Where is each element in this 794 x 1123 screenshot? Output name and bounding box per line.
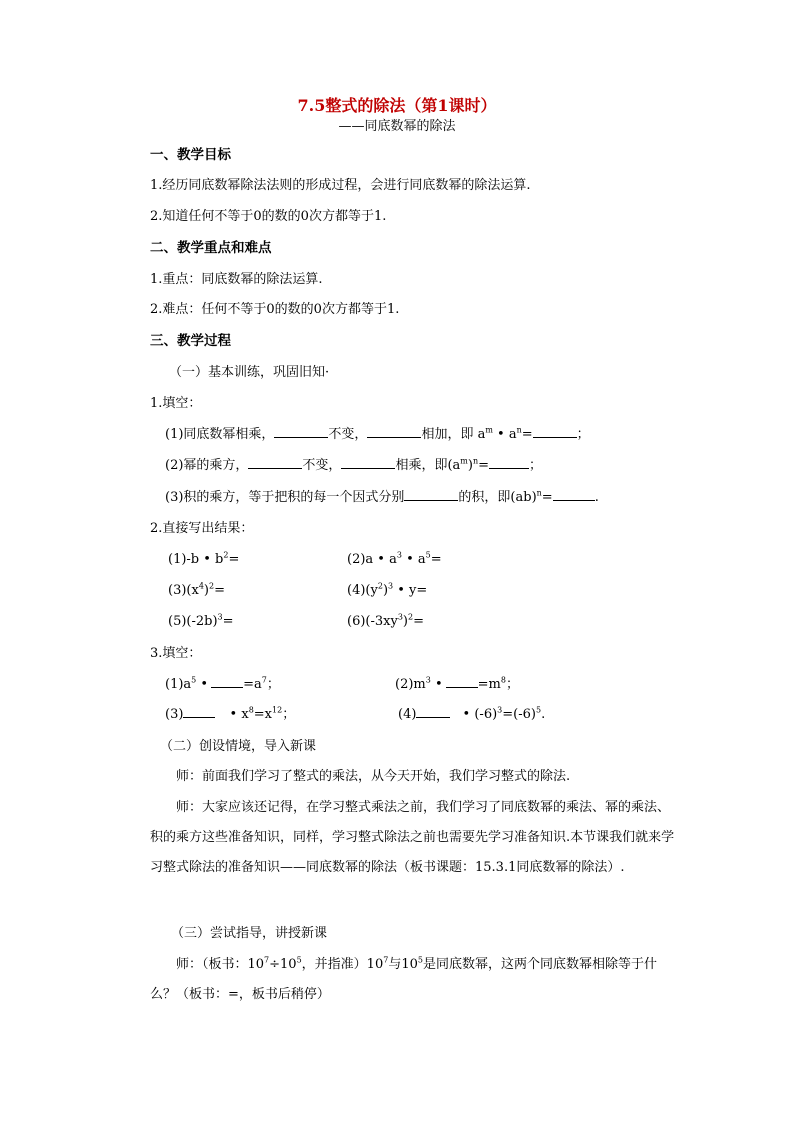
blank bbox=[446, 687, 478, 688]
question-1-label: 1.填空： bbox=[150, 396, 202, 411]
blank bbox=[489, 468, 529, 469]
section-heading-objectives: 一、教学目标 bbox=[150, 147, 231, 163]
blank bbox=[183, 717, 215, 718]
key-point-item-1: 1.重点：同底数幂的除法运算. bbox=[150, 272, 323, 287]
q2-item-4: $(4)(y^2)^3$ • y= bbox=[347, 581, 428, 598]
fill-line-3: (3)积的乘方，等于把积的每一个因式分别 的积，即(ab)$^n$= . bbox=[165, 488, 599, 505]
blank bbox=[367, 437, 421, 438]
blank bbox=[533, 437, 577, 438]
question-3-label: 3.填空： bbox=[150, 646, 202, 661]
blank bbox=[211, 687, 243, 688]
q3-item-2: $(2)m^3$ • $=m^8$； bbox=[395, 675, 519, 692]
q2-item-3: $(3)(x^4)^2=$ bbox=[168, 581, 225, 598]
objective-item-1: 1.经历同底数幂除法法则的形成过程，会进行同底数幂的除法运算. bbox=[150, 178, 531, 193]
q3-item-4: (4) • $(-6)^3=(-6)^5$. bbox=[398, 705, 546, 722]
document-title: 7.5整式的除法（第1课时） bbox=[297, 96, 497, 115]
fill-line-2: (2)幂的乘方， 不变， 相乘，即$(a^m)^n=$ ； bbox=[165, 456, 543, 473]
blank bbox=[404, 500, 458, 501]
section-heading-key-points: 二、教学重点和难点 bbox=[150, 240, 272, 256]
q3-item-1: $(1)a^5$ • $=a^7$； bbox=[165, 675, 280, 692]
blank bbox=[248, 468, 302, 469]
part-heading-2: （二）创设情境，导入新课 bbox=[160, 739, 317, 754]
blank bbox=[553, 500, 595, 501]
question-2-label: 2.直接写出结果： bbox=[150, 521, 254, 536]
fill-line-1: (1)同底数幂相乘， 不变， 相加，即 $a^m$ • $a^n=$ ； bbox=[165, 425, 590, 442]
section-heading-process: 三、教学过程 bbox=[150, 333, 231, 349]
q2-item-5: $(5)(-2b)^3=$ bbox=[168, 612, 234, 629]
part-heading-1: （一）基本训练，巩固旧知· bbox=[169, 365, 330, 380]
paragraph-3: 师：（板书：$10^7\div 10^5$，并指准）$10^7$与$10^5$是同底数幂，这两个同底数幂相除等于什么？（板书：=，板书后稍停） bbox=[150, 955, 657, 1002]
blank bbox=[274, 437, 328, 438]
q2-item-6: $(6)(-3xy^3)^2=$ bbox=[347, 612, 424, 629]
part-heading-3: （三）尝试指导，讲授新课 bbox=[171, 926, 328, 941]
document-subtitle: ——同底数幂的除法 bbox=[338, 119, 456, 134]
blank bbox=[341, 468, 395, 469]
q2-item-2: (2)a • $a^3$ • $a^5=$ bbox=[347, 550, 442, 567]
objective-item-2: 2.知道任何不等于0的数的0次方都等于1. bbox=[150, 209, 387, 224]
paragraph-2: 师：大家应该还记得，在学习整式乘法之前，我们学习了同底数幂的乘法、幂的乘法、积的乘方这些准备知识，同样，学习整式除法之前也需要先学习准备知识.本节课我们就来学习整式除法的准备知识——同底数幂的除法（板书课题：15.3.1同底数幂的除法）. bbox=[150, 800, 675, 875]
key-point-item-2: 2.难点：任何不等于0的数的0次方都等于1. bbox=[150, 302, 400, 317]
q2-item-1: (1)-b • $b^2=$ bbox=[168, 550, 240, 567]
blank bbox=[416, 717, 450, 718]
q3-item-3: (3) • $x^8=x^{12}$； bbox=[165, 705, 296, 722]
paragraph-1: 师：前面我们学习了整式的乘法，从今天开始，我们学习整式的除法. bbox=[176, 769, 571, 784]
